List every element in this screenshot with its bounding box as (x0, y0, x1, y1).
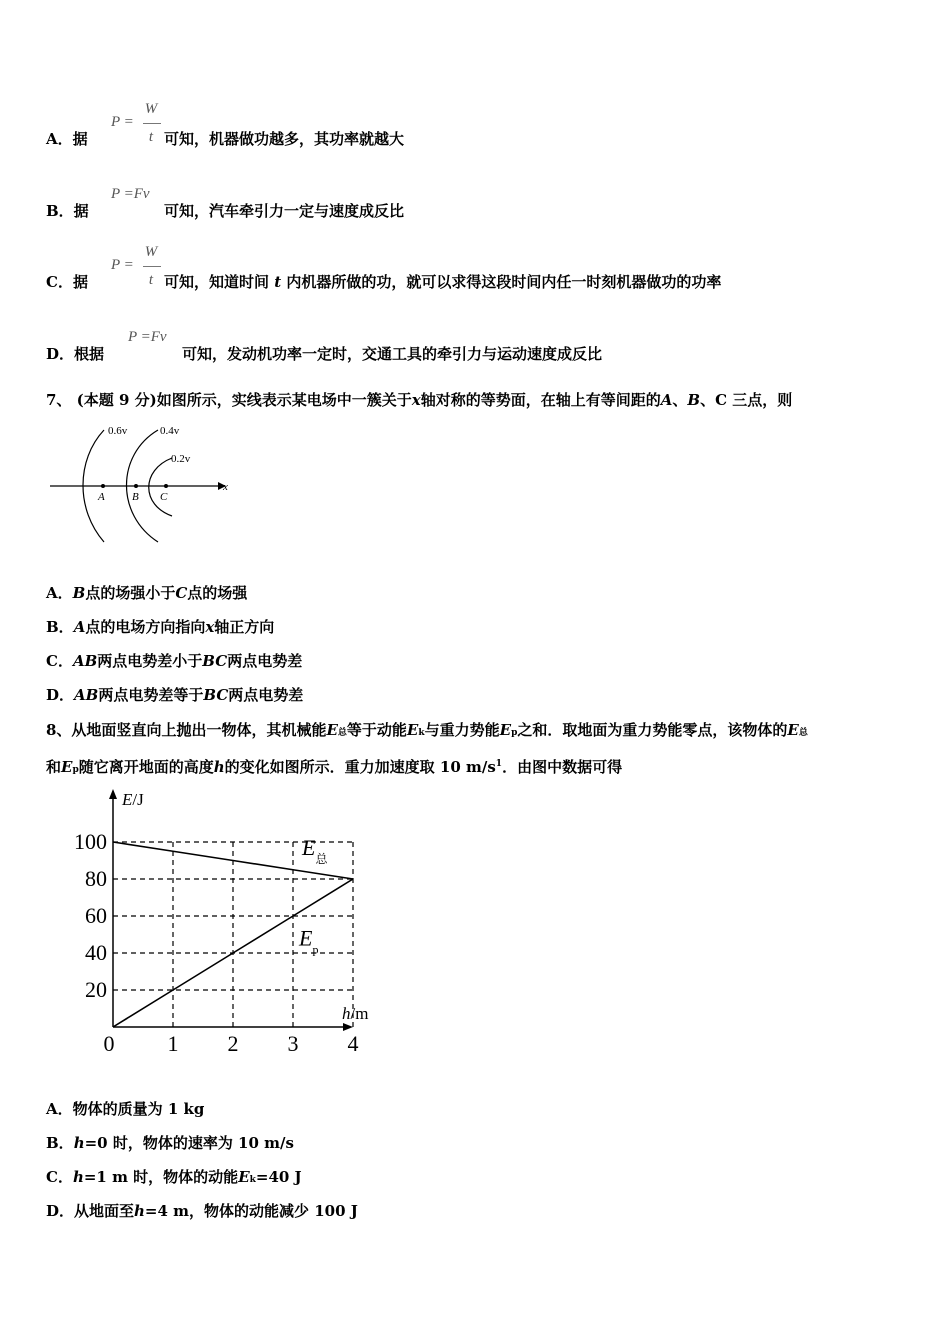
x-tick-label-2: 2 (227, 1031, 239, 1056)
q7-stem (46, 389, 792, 410)
q6-option-c-text-b: 内机器所做的功，就可以求得这段时间内任一时刻机器做功的功率 (286, 273, 722, 291)
q7-option-d[interactable] (46, 684, 303, 705)
x-axis-arrow (343, 1023, 353, 1031)
q8-stem-line2 (46, 756, 622, 777)
x-tick-label-4: 4 (347, 1031, 359, 1056)
q7-option-b-label: B． (46, 618, 74, 636)
point-b (134, 484, 138, 488)
q7-stem-b: 轴对称的等势面，在轴上有等间距的 (420, 391, 661, 409)
q8-var-e: E (499, 721, 512, 739)
equipotential-figure (46, 420, 246, 550)
q6-option-c-text-a: 可知，知道时间 (164, 273, 270, 291)
q8-stem2-a: 和 (46, 758, 62, 776)
q8-option-b[interactable] (46, 1132, 294, 1153)
q8-stem-line1 (46, 719, 808, 740)
q8-stem1-d: 之和．取地面为重力势能零点，该物体的 (517, 721, 788, 739)
q8-option-b-h: h (73, 1134, 85, 1152)
q7-stem-c: 、C 三点，则 (700, 391, 793, 409)
label-axis-x: x (223, 481, 228, 493)
x-tick-label-3: 3 (287, 1031, 299, 1056)
q8-option-b-text: =0 时，物体的速率为 10 m/s (84, 1134, 294, 1152)
q6-option-a-formula-den: t (148, 129, 154, 145)
q7-option-d-t2: 两点电势差 (228, 686, 304, 704)
q8-option-d[interactable] (46, 1200, 358, 1221)
q7-option-a-v2: C (175, 584, 188, 602)
q8-option-c[interactable] (46, 1166, 302, 1187)
equipotential-curve-02 (149, 458, 172, 516)
y-axis-arrow (109, 789, 117, 799)
q7-option-b[interactable] (46, 616, 274, 637)
q6-option-c-var-t: t (274, 273, 282, 291)
q6-option-c-label: C．据 (46, 273, 88, 291)
q7-sep: 、 (672, 391, 688, 409)
label-point-b: B (132, 491, 139, 503)
series-label-e-p: $E_p$ (299, 925, 319, 957)
q8-stem2-b: 随它离开地面的高度 (78, 758, 214, 776)
q7-option-d-label: D． (46, 686, 75, 704)
fraction-bar (143, 266, 161, 267)
q8-option-a[interactable] (46, 1098, 204, 1119)
q8-stem1-c: 与重力势能 (424, 721, 500, 739)
q7-option-a-t1: 点的场强小于 (85, 584, 176, 602)
q6-option-b-label: B．据 (46, 202, 89, 220)
q7-option-a-t2: 点的场强 (187, 584, 248, 602)
q8-option-d-label: D．从地面至 (46, 1202, 135, 1220)
q8-var-e: E (61, 758, 73, 776)
q8-option-c-label: C． (46, 1168, 73, 1186)
q7-option-d-v1: AB (74, 686, 99, 704)
y-tick-label-80: 80 (85, 866, 107, 891)
q7-option-c-v2: BC (202, 652, 228, 670)
q8-option-b-label: B． (46, 1134, 74, 1152)
q7-option-c[interactable] (46, 650, 302, 671)
q7-option-b-v1: A (73, 618, 86, 636)
y-tick-label-100: 100 (74, 829, 107, 854)
q8-var-e: E (326, 721, 338, 739)
q8-var-h: h (213, 758, 225, 776)
x-tick-label-1: 1 (167, 1031, 179, 1056)
label-point-a: A (98, 491, 105, 503)
q7-option-d-v2: BC (203, 686, 229, 704)
q8-option-c-e: E (238, 1168, 250, 1186)
series-label-e-total: $E_总$ (302, 834, 328, 866)
label-04v: 0.4v (160, 425, 180, 437)
label-06v: 0.6v (108, 425, 128, 437)
fraction-bar (143, 123, 161, 124)
q8-option-c-t2: =40 J (255, 1168, 302, 1186)
q8-sub-k: k (418, 728, 425, 738)
y-tick-label-40: 40 (85, 940, 107, 965)
point-c (164, 484, 168, 488)
label-02v: 0.2v (171, 453, 191, 465)
q8-stem1-b: 等于动能 (346, 721, 407, 739)
q8-sup: 1 (495, 759, 503, 769)
q8-option-c-h: h (72, 1168, 84, 1186)
q8-option-d-text: =4 m，物体的动能减少 100 J (144, 1202, 358, 1220)
point-a (101, 484, 105, 488)
y-axis-label: E/J (122, 790, 144, 809)
q7-option-a-v1: B (72, 584, 86, 602)
q6-option-c-formula-num: W (144, 244, 158, 260)
q8-stem1-a: 8、从地面竖直向上抛出一物体，其机械能 (46, 721, 327, 739)
q8-option-d-h: h (134, 1202, 145, 1220)
q6-option-a-formula-num: W (144, 101, 158, 117)
q6-option-c-formula-lhs: P = (111, 257, 134, 273)
q7-option-b-t2: 轴正方向 (214, 618, 275, 636)
q8-var-e: E (406, 721, 419, 739)
q6-option-b-text: 可知，汽车牵引力一定与速度成反比 (164, 202, 405, 220)
q7-option-c-v1: AB (72, 652, 98, 670)
q6-option-a-formula-lhs: P = (111, 114, 134, 130)
q7-option-b-t1: 点的电场方向指向 (85, 618, 206, 636)
q8-option-a-label: A．物体的质量为 1 kg (46, 1100, 205, 1118)
q8-sub-zong: 总 (798, 728, 808, 738)
q6-option-a-label: A．据 (46, 130, 88, 148)
x-tick-label-0: 0 (103, 1031, 115, 1056)
q7-option-c-label: C． (46, 652, 73, 670)
q7-option-a-label: A． (46, 584, 73, 602)
q8-option-c-k: k (249, 1175, 256, 1185)
q6-option-d-formula: P =Fv (128, 329, 167, 345)
q6-option-d-text: 可知，发动机功率一定时，交通工具的牵引力与运动速度成反比 (182, 345, 603, 363)
q8-stem2-c: 的变化如图所示．重力加速度取 10 m/s (224, 758, 496, 776)
label-point-c: C (160, 491, 168, 503)
q6-option-a-text: 可知，机器做功越多，其功率就越大 (164, 130, 405, 148)
q6-option-b-formula: P =Fv (111, 186, 150, 202)
energy-chart (60, 785, 390, 1060)
q8-sub-zong: 总 (337, 728, 347, 738)
q8-sub-p: p (72, 765, 79, 775)
y-tick-label-60: 60 (85, 903, 107, 928)
q6-option-d-label: D．根据 (46, 345, 105, 363)
q8-option-c-t1: =1 m 时，物体的动能 (83, 1168, 239, 1186)
q7-option-c-t2: 两点电势差 (227, 652, 303, 670)
q7-var-b: B (687, 391, 701, 409)
q8-stem2-d: ．由图中数据可得 (502, 758, 623, 776)
q7-option-a[interactable] (46, 582, 247, 603)
q6-option-c-formula-den: t (148, 272, 154, 288)
q7-option-d-t1: 两点电势差等于 (98, 686, 204, 704)
q8-var-e: E (787, 721, 799, 739)
q7-option-c-t1: 两点电势差小于 (97, 652, 203, 670)
q7-var-a: A (660, 391, 673, 409)
q7-stem-a: 7、 (本题 9 分)如图所示，实线表示某电场中一簇关于 (46, 391, 412, 409)
q7-option-b-v2: x (205, 618, 215, 636)
y-tick-label-20: 20 (85, 977, 107, 1002)
q7-var-x: x (411, 391, 421, 409)
x-axis-label: h/m (342, 1004, 369, 1023)
q8-sub-p: p (511, 728, 518, 738)
